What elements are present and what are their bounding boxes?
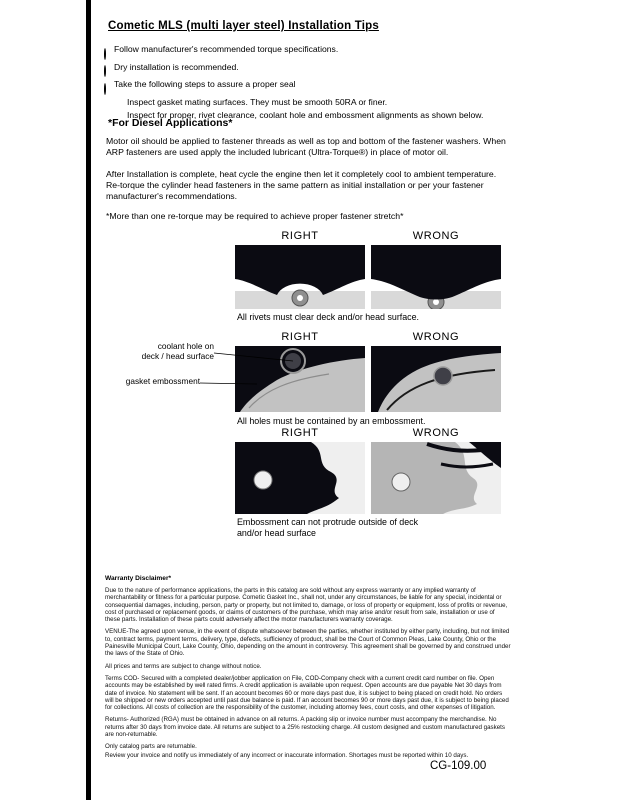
- tip-text: Inspect for proper, rivet clearance, coolant hole and embossment alignments as shown below.: [127, 109, 484, 120]
- diagram-row2: [235, 346, 501, 412]
- rivet-right-diagram: [235, 245, 365, 309]
- diagram-row2-caption: All holes must be contained by an embossment.: [237, 416, 426, 426]
- rivet-covered-illustration: [371, 245, 501, 309]
- right-label: RIGHT: [281, 331, 319, 343]
- disclaimer-paragraph: Terms COD- Secured with a completed dealer/jobber application on File, COD-Company check with a current credit card number on file. Open accounts may be established by well rated firms. A credit application is available upon request. Open accounts are due payable Net 30 days from date of invoice. No statement will be sent. If an account becomes 60 or more days past due, it is subject to being placed on credit hold. No orders will be shipped or new orders accepted until past due balance is paid. If an account becomes 90 or more days past due, it is subject to being placed for collections. All costs of collection are the responsibility of the customer, including attorney fees, court costs, and other expenses of litigation.: [105, 674, 509, 712]
- wrong-label: WRONG: [412, 331, 460, 343]
- diagram-row3: [235, 442, 501, 514]
- disclaimer-paragraph: Only catalog parts are returnable.: [105, 743, 197, 751]
- diesel-paragraph-2: After Installation is complete, heat cycle the engine then let it completely cool to ambient temperature. Re-torque the cylinder head fasteners in the same pattern as initial installation or per your fastener manufacturer's recommendations.: [106, 169, 497, 201]
- diagram-row1-caption: All rivets must clear deck and/or head surface.: [237, 312, 420, 322]
- disclaimer-paragraph: VENUE-The agreed upon venue, in the event of dispute whatsoever between the parties, whether instituted by either party, including, but not limited to, contract terms, payment terms, delivery, type, defects, sufficiency of product, shall be the Court of Common Pleas, Lake County, Ohio or the Painesville Municipal Court, Lake County, Ohio, depending on the amount in controversy. This agreement shall be governed by and construed under the laws of the State of Ohio.: [105, 628, 511, 658]
- diagram-row2-headers: [235, 331, 501, 343]
- embossment-inside-illustration: [235, 442, 365, 514]
- diagram-row3-caption: Embossment can not protrude outside of deck and/or head surface: [237, 517, 419, 538]
- disclaimer-paragraph: Returns- Authorized (RGA) must be obtained in advance on all returns. A packing slip or invoice number must accompany the merchandise. No returns after 30 days from invoice date. All returns are subject to a 25% restocking charge. All custom designed and custom manufactured gaskets are non-returnable.: [105, 716, 505, 739]
- hole-crossing-illustration: [371, 346, 501, 412]
- coolant-hole-callout: [138, 342, 214, 361]
- rivet-clear-illustration: [235, 245, 365, 309]
- callout-text: deck / head surface: [141, 350, 214, 361]
- wrong-label: WRONG: [412, 230, 460, 242]
- warranty-disclaimer-section: [105, 575, 511, 764]
- tip-item: [104, 78, 524, 96]
- right-label: RIGHT: [281, 427, 319, 439]
- retorque-note: *More than one re-torque may be required to achieve proper fastener stretch*: [106, 211, 404, 221]
- tip-text: Take the following steps to assure a proper seal: [114, 79, 296, 90]
- disclaimer-paragraph: All prices and terms are subject to change without notice.: [105, 662, 262, 670]
- tip-text: Follow manufacturer's recommended torque specifications.: [114, 44, 339, 54]
- rivet-wrong-diagram: [371, 245, 501, 309]
- diagram-row1: [235, 245, 501, 309]
- protrusion-right-diagram: [235, 442, 365, 514]
- circle-bullet-icon: [104, 43, 114, 61]
- tip-text: Inspect gasket mating surfaces. They must be smooth 50RA or finer.: [127, 96, 388, 107]
- disclaimer-heading: Warranty Disclaimer*: [105, 575, 172, 582]
- embossment-protruding-illustration: [371, 442, 501, 514]
- tip-text: Dry installation is recommended.: [114, 61, 239, 72]
- callout-text: coolant hole on: [157, 341, 214, 351]
- page-number-code: CG-109.00: [430, 760, 487, 772]
- filled-bullet-icon: [117, 109, 127, 114]
- right-label: RIGHT: [281, 230, 319, 242]
- circle-bullet-icon: [104, 61, 114, 79]
- hole-contained-illustration: [235, 346, 365, 412]
- protrusion-wrong-diagram: [371, 442, 501, 514]
- tips-list: [104, 43, 524, 122]
- wrong-label: WRONG: [412, 427, 460, 439]
- gasket-embossment-callout: gasket embossment: [125, 376, 200, 386]
- circle-bullet-icon: [104, 78, 114, 96]
- embossment-wrong-diagram: [371, 346, 501, 412]
- diagram-row3-headers: [235, 427, 501, 439]
- tip-item: [104, 43, 524, 61]
- diesel-paragraph-1: Motor oil should be applied to fastener threads as well as top and bottom of the fastener washers. When ARP fasteners are used apply the included lubricant (Ultra-Torque®) in place of motor oil.: [106, 136, 506, 157]
- embossment-right-diagram: [235, 346, 365, 412]
- tip-item: [104, 61, 524, 79]
- diagram-row1-headers: [235, 230, 501, 242]
- page-edge-rule: [86, 0, 91, 800]
- page-title: Cometic MLS (multi layer steel) Installation Tips: [108, 20, 379, 32]
- diesel-applications-heading: *For Diesel Applications*: [108, 117, 233, 129]
- disclaimer-paragraph: Due to the nature of performance applications, the parts in this catalog are sold without any express warranty or any implied warranty of merchantability or fitness for a particular purpose. Cometic Gasket Inc., shall not, under any circumstances, be liable for any special, incidental or consequential damages, including, person, party or property, but not limited to, damage, or loss of property or equipment, loss of profits or revenue, cost of purchased or replacement goods, or claims of customers of the purchase, which may arise and/or result from sale, installation or use of these parts. Installation of these parts could adversely affect the motor manufacturers warranty coverage.: [105, 587, 508, 624]
- disclaimer-paragraph: Review your invoice and notify us immediately of any incorrect or inaccurate information. Shortages must be reported within 10 days.: [105, 751, 469, 759]
- tip-sub-item: [117, 96, 524, 109]
- filled-bullet-icon: [117, 96, 127, 101]
